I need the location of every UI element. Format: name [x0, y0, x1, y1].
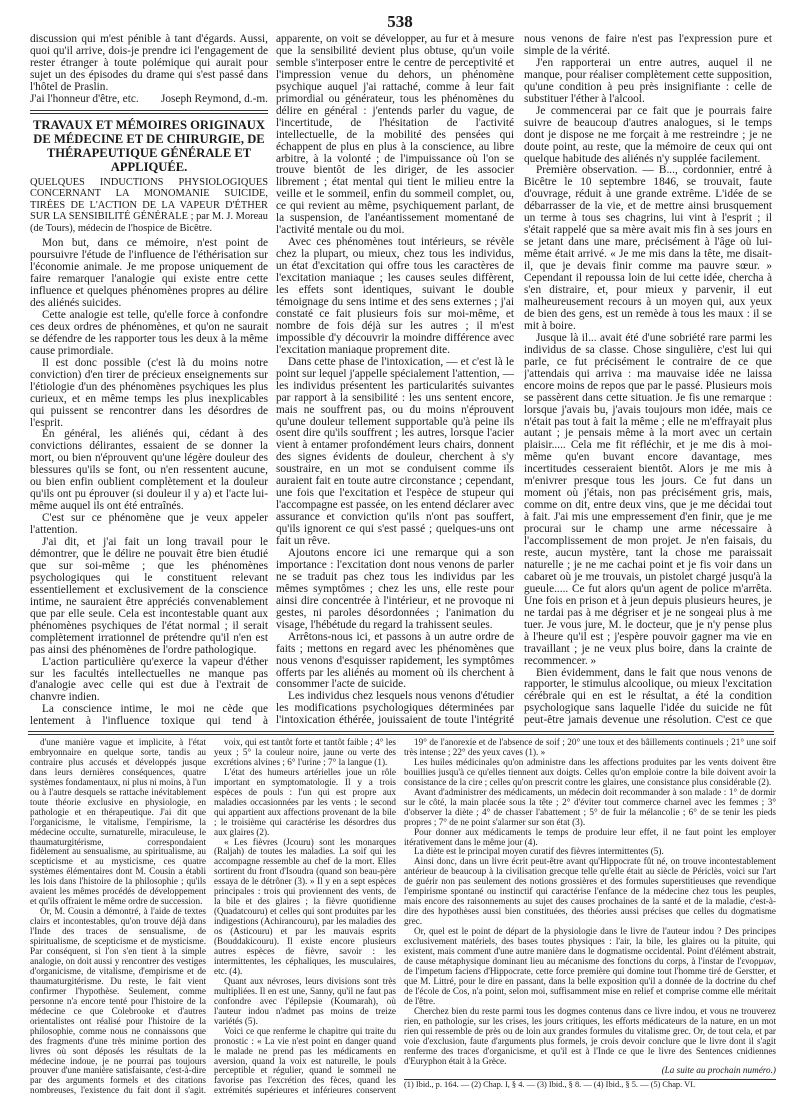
- feuilleton-column-3: [404, 738, 776, 1096]
- paragraph: Ainsi donc, dans un livre écrit peut-être avant qu'Hippocrate fût né, on trouve incontestablement antérieur de beaucoup à la civilisation grecque telle qu'elle était au siècle de Périclès, voici sur l'art de guérir non pas seulement des notions grossières et des formules superstitieuses que revendique l'empirisme spontané ou instinctif qui caractérise l'enfance de la médecine chez tous les peuples, mais encore des raisonnements au sujet des causes prochaines de la santé et de la maladie, c'est-à-dire des hypothèses aussi bien constituées, des théories aussi précises que celles du dogmatisme grec.: [404, 856, 776, 927]
- paragraph: « Les fièvres (Jcouru) sont les monarques (Raljah) de toutes les maladies. La soif qui les accompagne ressemble au chef de la mort. Elles sortirent du front d'Isoudra (quand son beau-père essaya de le détrôner (3). » Il y en a sept espèces principales : trois qui proviennent des vents, de la bile et des glaires ; la fièvre quotidienne (Quadatcouru) et celles qui sont produites par les indigestions (Achirancouru), par les maladies des os (Asticouru) et par les mauvais esprits (Bouddakicouru). Il existe encore plusieurs autres espèces de fièvre, savoir : les intermittentes, les céphaliques, les musculaires, etc. (4).: [214, 836, 396, 976]
- paragraph: voix, qui est tantôt forte et tantôt faible ; 4° les yeux ; 5° la couleur noire, jaune ou verte des excrétions alvines ; 6° l'urine ; 7° la langue (1).: [214, 738, 396, 767]
- paragraph: d'une manière vague et implicite, à l'état embryonnaire en quelque sorte, tandis au contraire plus accusés et développés jusque dans leurs dernières conséquences, quatre systèmes fondamentaux, ni plus ni moins, à l'un ou à l'autre desquels se rattache inévitablement toute théorie exclusive en physiologie, en pathologie et en thérapeutique. J'ai dit que l'organicisme, le vitalisme, l'empirisme, la médecine occulte, surnaturelle, miraculeuse, le thaumaturgitérisme, correspondaient fidèlement au sensualisme, au spiritualisme, au scepticisme et au mysticisme, ces quatre systèmes élémentaires dont M. Cousin a établi les lois dans l'histoire de la philosophie ; qu'ils avaient les mêmes procédés de développement et qu'ils offraient le même ordre de succession.: [30, 738, 206, 907]
- paragraph: En général, les aliénés qui, cédant à des convictions délirantes, essaient de se donner la mort, ou bien n'éprouvent qu'une légère douleur des blessures qu'ils se font, ou n'en ressentent aucune, ou bien enfin oublient complètement et la douleur qu'ils ont pu éprouver (si douleur il y a) et l'acte lui-même auquel ils ont été entraînés.: [30, 428, 268, 513]
- paragraph: Arrêtons-nous ici, et passons à un autre ordre de faits ; mettons en regard avec les phénomènes que nous venons d'esquisser rapidement, les symptômes offerts par les aliénés au moment où ils cherchent à consommer l'acte de suicide.: [276, 630, 514, 691]
- paragraph: Les huiles médicinales qu'on administre dans les affections produites par les vents doivent être bouillies jusqu'à ce qu'elles tiennent aux doigts. Celles qu'on emploie contre la bile doivent avoir la consistance de la cire ; celles qu'on prescrit contre les glaires, une consistance plus considérable (2).: [404, 756, 776, 787]
- observation-paragraph: Première observation. — B..., cordonnier, entré à Bicêtre le 10 septembre 1846, se trouvait, faute d'ouvrage, réduit à une grande extrême. L'idée de se débarrasser de la vie, et de mettre ainsi brusquement un terme à tous ses chagrins, lui vint à l'esprit ; il s'était rappelé que sa mère avait mis fin à ses jours en se jetant dans une mare, précisément à l'âge où lui-même était arrivé. « Je me mis dans la tête, me disait-il, que je devais finir comme ma pauvre sœur. » Cependant il repoussa loin de lui cette idée, chercha à s'en distraire, et, pour mieux y parvenir, il eut malheureusement recours à un moyen qui, aux yeux de bien des gens, est un remède à tous les maux : il se mit à boire.: [524, 164, 772, 332]
- paragraph: Mon but, dans ce mémoire, n'est point de poursuivre l'étude de l'influence de l'éthérisation sur l'économie animale. Je me propose uniquement de faire remarquer l'analogie qui existe entre cette influence et quelques phénomènes propres au délire des aliénés suicides.: [30, 237, 268, 309]
- feuilleton-column-2: [214, 738, 396, 1096]
- text-column-2: [276, 34, 514, 726]
- paragraph: Il est donc possible (c'est là du moins notre conviction) d'en tirer de précieux enseignements sur l'étiologie d'un des phénomènes psychiques les plus curieux, et en même temps les plus inexplicables qui puissent se rencontrer dans les désordres de l'esprit.: [30, 356, 268, 429]
- text-column-3: [524, 34, 772, 726]
- paragraph: Cherchez bien du reste parmi tous les dogmes contenus dans ce livre indou, et vous ne trouverez rien, en pathologie, sur les crises, les jours critiques, les efforts médicateurs de la nature, en un mot rien qui ressemble de près ou de loin aux grandes formules du vitalisme grec. Or, de tout cela, et par voie d'exclusion, faute d'arguments plus formels, je crois devoir conclure que le livre dont il s'agit renferme des traces d'organicisme, et qu'il est à l'Inde ce que le livre des Sentences cnidiennes d'Euryphon était à la Grèce.: [404, 1005, 776, 1066]
- paragraph: apparente, on voit se développer, au fur et à mesure que la sensibilité devient plus obtuse, qu'un voile semble s'interposer entre le centre de perceptivité et l'impression venue du dehors, un phénomène psychique auquel j'ai rattaché, comme à leur fait primordial ou générateur, tous les phénomènes du délire en général : j'entends parler du vague, de l'incertitude, de l'hésitation de l'activité intellectuelle, de la mobilité des pensées qui échappent de plus en plus à la conscience, au libre arbitre, à la volonté ; de l'impuissance où l'on se trouve bientôt de les diriger, de les associer librement ; état mental qui tient le milieu entre la veille et le sommeil, enfin du sommeil complet, ou, ce qui revient au même, psychiquement parlant, de la suspension, de l'anéantissement momentané de l'activité mentale ou du moi.: [276, 34, 514, 237]
- paragraph: 19° de l'anorexie et de l'absence de soif ; 20° une toux et des bâillements continuels ; 21° une soif très intense ; 22° des yeux caves (1). »: [404, 738, 776, 757]
- paragraph: Dans cette phase de l'intoxication, — et c'est là le point sur lequel j'appelle spécialement l'attention, — les individus présentent les particularités suivantes par rapport à la sensibilité : les uns sentent encore, mais ne souffrent pas, ou du moins n'éprouvent qu'une douleur tellement supportable qu'à peine ils osent dire qu'ils souffrent ; les autres, lorsque l'acier vient à entamer profondément leurs chairs, donnent des signes évidents de douleur, cherchent à s'y soustraire, en un mot se conduisent comme ils auraient fait en toute autre circonstance ; cependant, une fois que l'excitation et l'espèce de stupeur qui l'accompagne est passée, on les entend déclarer avec assurance et conviction qu'ils n'ont pas souffert, qu'ils ignorent ce qui s'est passé ; quelques-uns ont fait un rêve.: [276, 355, 514, 548]
- section-title: TRAVAUX ET MÉMOIRES ORIGINAUX DE MÉDECINE ET DE CHIRURGIE, DE THÉRAPEUTIQUE GÉNÉRALE ET APPLIQUÉE.: [33, 117, 265, 174]
- paragraph: Ajoutons encore ici une remarque qui a son importance : l'excitation dont nous venons de parler ne se traduit pas chez tous les individus par les mêmes symptômes ; chez les uns, elle reste pour ainsi dire concentrée à l'intérieur, et ne provoque ni gestes, ni paroles désordonnées ; l'animation du visage, l'hébétude du regard la trahissent seules.: [276, 546, 514, 631]
- footnote: (1) Ibid., p. 164. — (2) Chap. I, § 4. — (3) Ibid., § 8. — (4) Ibid., § 5. — (5) Chap. VI.: [404, 1080, 696, 1090]
- paragraph: nous venons de faire n'est pas l'expression pure et simple de la vérité.: [524, 34, 772, 57]
- paragraph: Cette analogie est telle, qu'elle force à confondre ces deux ordres de phénomènes, et qu'on ne saurait se défendre de les rapporter tous les deux à la même cause primordiale.: [30, 308, 268, 357]
- paragraph: J'en rapporterai un entre autres, auquel il ne manque, pour réaliser complètement cette supposition, qu'une condition à peu près insignifiante : celle de substituer l'éther à l'alcool.: [524, 56, 772, 105]
- paragraph: Je commencerai par ce fait que je pourrais faire suivre de beaucoup d'autres analogues, si le temps dont je dispose ne me forçait à me restreindre ; je ne doute point, au reste, que la mémoire de ceux qui ont quelque habitude des aliénés n'y supplée facilement.: [524, 104, 772, 165]
- paragraph: Bien évidemment, dans le fait que nous venons de rapporter, le stimulus alcoolique, ou mieux l'excitation cérébrale qui en est le résultat, a été la condition psychologique sans laquelle l'idée du suicide ne fût peut-être jamais devenue une résolution. C'est ce que: [524, 666, 772, 726]
- paragraph: Or, quel est le point de départ de la physiologie dans le livre de l'auteur indou ? Des principes exclusivement matériels, des bases toutes physiques : l'air, la bile, les glaires ou la pituite, qui existent, mais comment d'une autre manière dans le dogmatisme occidental. Point d'élément abstrait, de cause métaphysique dominant lieu au mécanisme des fonctions du corps, à l'instar de l'ενορμων, de l'impetum faciens d'Hippocrate, cette force première qui domine tout l'homme tiré de Gerstter, et que M. Littré, pour le dire en passant, dans la belle exposition qu'il a donnée de la doctrine du chef de l'école de Cos, n'a point, selon moi, suffisamment mise en relief et comprise comme elle méritait de l'être.: [404, 926, 776, 1006]
- letter-closing: J'ai l'honneur d'être, etc.: [30, 92, 139, 105]
- continuation-note: (La suite au prochain numéro.): [661, 1065, 776, 1076]
- paragraph: Or, M. Cousin a démontré, à l'aide de textes clairs et incontestables, qu'on trouve déjà dans l'Inde des traces de sensualisme, de spiritualisme, de scepticisme et de mysticisme. Par conséquent, si l'on s'en tient à la simple analogie, on doit aussi y rencontrer des vestiges d'organicisme, de vitalisme, d'empirisme et de thaumaturgitérisme. Du reste, le fait vient confirmer l'hypothèse. Seulement, comme personne n'a encore tenté pour l'histoire de la médecine ce que Colebrooke et d'autres orientalistes ont réalisé pour l'histoire de la philosophie, comme nous ne connaissons que des fragments d'une très minime portion des livres où sont déposés les résultats de la médecine indoue, je ne pourrai pas toujours prouver d'une manière satisfaisante, c'est-à-dire par des arguments formels et des citations nombreuses, l'existence du fait dont il s'agit.: [30, 906, 206, 1096]
- paragraph: Quant aux névroses, leurs divisions sont très multipliées. Il en est une, Sanny, qu'il ne faut pas confondre avec l'épilepsie (Koumarah), où l'auteur indou n'admet pas moins de treize variétés (5).: [214, 975, 396, 1026]
- paragraph: Avec ces phénomènes tout intérieurs, se révèle chez la plupart, ou mieux, chez tous les individus, un état d'excitation qui offre tous les caractères de l'excitation maniaque ; les causes seules diffèrent, les effets sont identiques, suivant le double témoignage du sens intime et des sens externes ; j'ai constaté ce fait plusieurs fois sur moi-même, et nombre de fois déjà sur les autres ; il m'est impossible d'y découvrir la moindre différence avec l'excitation maniaque proprement dite.: [276, 236, 514, 356]
- paragraph: La conscience intime, le moi ne cède que lentement à l'influence toxique qui tend à: [30, 703, 268, 726]
- paragraph: La diète est le principal moyen curatif des fièvres intermittentes (5).: [414, 846, 664, 857]
- paragraph: Voici ce que renferme le chapitre qui traite du pronostic : « La vie n'est point en danger quand le malade ne prend pas les médicaments en aversion, quand la voix est naturelle, le pouls perceptible et régulier, quand le sommeil ne favorise pas l'excrétion des fèces, quand les extrémités supérieures et inférieures conservent: [214, 1025, 396, 1096]
- paragraph: Avant d'administrer des médicaments, un médecin doit recommander à son malade : 1° de dormir sur le côté, la main placée sous la tête ; 2° d'éviter tout commerce charnel avec les femmes ; 3° d'observer la diète ; 4° de chasser l'abattement ; 5° de fuir la mélancolie ; 6° de se tenir les pieds propres ; 7° de ne point s'alarmer sur son état (3).: [404, 786, 776, 827]
- paragraph: L'action particulière qu'exerce la vapeur d'éther sur les facultés intellectuelles ne manque pas d'analogie avec celle qui est due à l'extrait de chanvre indien.: [30, 655, 268, 704]
- paragraph: C'est sur ce phénomène que je veux appeler l'attention.: [30, 512, 268, 537]
- paragraph: Pour donner aux médicaments le temps de produire leur effet, il ne faut point les employer itérativement dans le même jour (4).: [404, 826, 776, 847]
- paragraph: Jusque là il... avait été d'une sobriété rare parmi les individus de sa classe. Chose singulière, c'est lui qui parle, ce fut précisément le contraire de ce que j'attendais qui arriva : ma mauvaise idée ne laissa encore moins de repos que par le passé. Plusieurs mois se passèrent dans cette situation. Je fis une remarque : lorsque j'avais bu, j'avais toujours mon idée, mais ce n'était pas tout à fait la même ; elle ne m'effrayait plus autant ; je pensais même à la mort avec un certain plaisir..... Cela me fit réfléchir, et je me dis à moi-même qu'en buvant encore davantage, mes incertitudes cesseraient bientôt. Alors je me mis à m'enivrer presque tous les jours. Ce fut dans un moment où j'étais, non pas précisément gris, mais, comme on dit, entre deux vins, que je me décidai tout à fait. J'ai mis une empressement d'en finir, que je me procurai sur le champ une arme nécessaire à l'accomplissement de mon projet. Je n'en faisais, du reste, aucun mystère, tant la chose me paraissait naturelle ; je ne me cachai point et je fis voir dans un cabaret où je me trouvais, un pistolet chargé jusqu'à la gueule..... Ce fut alors qu'un agent de police m'arrêta. Une fois en prison et à jeun depuis plusieurs heures, je ne tardai pas à me dégriser et je ne songeai plus à me tuer. Je vous jure, M. le docteur, que je n'y pense plus à l'heure qu'il est ; j'espère pouvoir gagner ma vie en travaillant ; je ne veux plus boire, dans la crainte de recommencer. »: [524, 331, 772, 667]
- feuilleton-divider: [28, 731, 774, 735]
- paragraph: L'état des humeurs artérielles joue un rôle important en symptomatologie. Il y a trois espèces de pouls : l'un qui est propre aux maladies occasionnées par les vents ; le second qui appartient aux affections provenant de la bile ; le troisième qui caractérise les désordres dus aux glaires (2).: [214, 766, 396, 837]
- page-number: 538: [387, 12, 413, 31]
- feuilleton-column-1: [30, 738, 206, 1096]
- letter-signature: Joseph Reymond, d.-m.: [160, 92, 268, 105]
- paragraph: J'ai dit, et j'ai fait un long travail pour le démontrer, que le délire ne pouvait être bien étudié que sur soi-même ; que les phénomènes psychologiques qui le constituent relevant essentiellement et exclusivement de la conscience intime, ne sauraient être appréciés convenablement que par elle seule. Cela est incontestable quant aux phénomènes psychiques de l'état normal ; il serait complètement irrationnel de prétendre qu'il n'en est pas ainsi des phénomènes de l'ordre pathologique.: [30, 536, 268, 656]
- text-column-1: [30, 34, 268, 726]
- letter-signature-line: [30, 94, 268, 106]
- section-divider: [30, 110, 268, 114]
- letter-conclusion: discussion qui m'est pénible à tant d'égards. Aussi, quoi qu'il arrive, dois-je prendre ici l'engagement de rester étranger à toute polémique qui aurait pour sujet un des épisodes du drame qui s'est passé dans l'hôtel de Praslin.: [30, 34, 268, 93]
- article-title: QUELQUES INDUCTIONS PHYSIOLOGIQUES CONCERNANT LA MONOMANIE SUICIDE, TIRÉES DE L'ACTION DE LA VAPEUR D'ÉTHER SUR LA SENSIBILITÉ GÉNÉRALE ; par M. J. Moreau (de Tours), médecin de l'hospice de Bicêtre.: [30, 176, 268, 234]
- paragraph: Les individus chez lesquels nous venons d'étudier les modifications psychologiques déterminées par l'intoxication éthérée, jouissaient de toute l'intégrité: [276, 690, 514, 726]
